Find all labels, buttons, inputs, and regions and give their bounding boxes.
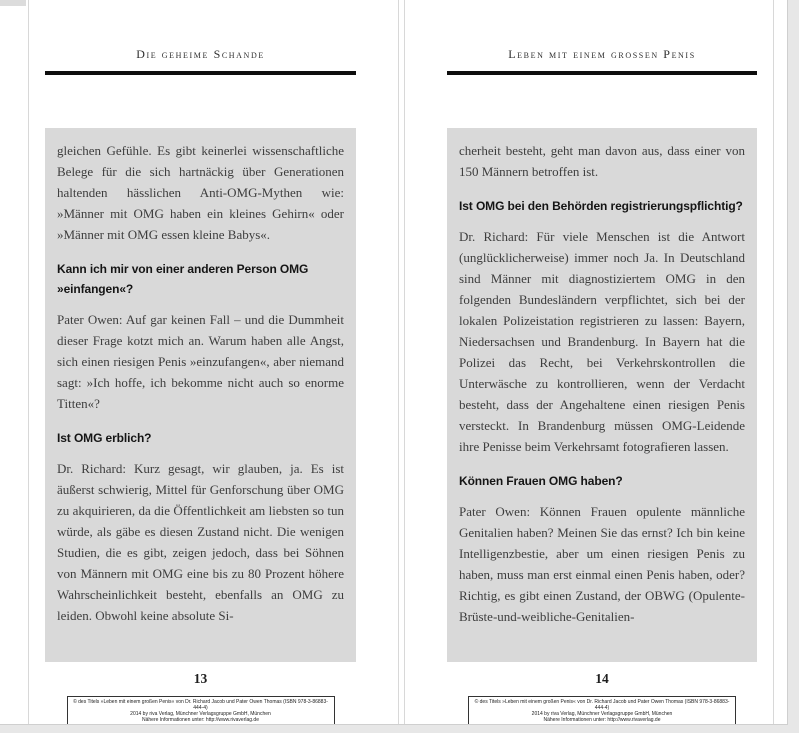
question-heading: Können Frauen OMG haben? xyxy=(459,474,623,488)
window-right-gutter xyxy=(787,0,799,733)
question-heading: Ist OMG bei den Behörden registrierungspflichtig? xyxy=(459,199,743,213)
page-number: 13 xyxy=(193,671,208,686)
book-page-left xyxy=(28,0,399,725)
page-number: 14 xyxy=(595,671,609,686)
paragraph: Pater Owen: Können Frauen opulente männliche Genitalien haben? Meinen Sie das ernst? Ich bin keine Intelligenzbestie, aber um einen riesigen Penis zu haben, muss man erst einmal einen Penis haben, oder? Richtig, es gibt einen Zustand, der OBWG (Opulente-Brüste-und-weibliche-Genitalien- xyxy=(459,504,745,624)
running-header: Leben mit einem grossen Penis xyxy=(508,47,696,61)
copyright-line-url: Nähere Informationen unter: http://www.rivaverlag.de xyxy=(141,717,259,723)
window-bottom-gutter xyxy=(0,724,788,733)
header-rule xyxy=(447,71,757,75)
copyright-line-publisher: 2014 by riva Verlag, Münchner Verlagsgruppe GmbH, München xyxy=(130,711,271,717)
book-page-right xyxy=(404,0,774,725)
window-corner-mark xyxy=(0,0,26,6)
paragraph: Dr. Richard: Kurz gesagt, wir glauben, ja. Es ist äußerst schwierig, Mittel für Genforschung über OMG zu akquirieren, da die Öffentlichkeit am liebsten so tun würde, als gäbe es diesen Zustand nicht. Die wenigen Studien, die es gibt, zeigen jedoch, dass bei Söhnen von Männern mit OMG eine bis zu 80 Prozent höhere Wahrscheinlichkeit besteht, ebenfalls an OMG zu leiden. Obwohl keine absolute Si- xyxy=(57,461,344,623)
page-text-column xyxy=(447,0,757,725)
question-heading: Ist OMG erblich? xyxy=(57,431,152,445)
copyright-line-title: © des Titels »Leben mit einem großen Penis« von Dr. Richard Jacob und Pater Owen Thomas (ISBN 978-3-86883-444-4) xyxy=(474,699,730,711)
paragraph: Dr. Richard: Für viele Menschen ist die Antwort (unglücklicherweise) immer noch Ja. In Deutschland sind Männer mit diagnostiziertem OMG in den folgenden Bundesländern verpflichtet, sich bei der lokalen Polizeistation registrieren zu lassen: Bayern, Niedersachsen und Brandenburg. In Bayern hat die Polizei das Recht, bei Verkehrskontrollen die Unterwäsche zu kontrollieren, wenn der Verdacht besteht, dass der Angehaltene einen riesigen Penis versteckt. In Brandenburg müssen OMG-Leidende ihre Penisse beim Verkehrsamt fotografieren lassen. xyxy=(459,229,745,454)
running-header: Die geheime Schande xyxy=(136,47,265,61)
copyright-box xyxy=(468,696,736,726)
copyright-line-title: © des Titels »Leben mit einem großen Penis« von Dr. Richard Jacob und Pater Owen Thomas (ISBN 978-3-86883-444-4) xyxy=(73,699,328,711)
page-text-column xyxy=(45,0,356,725)
copyright-line-url: Nähere Informationen unter: http://www.rivaverlag.de xyxy=(543,717,661,723)
page-content xyxy=(447,128,757,662)
copyright-box xyxy=(67,696,335,726)
page-content xyxy=(45,128,356,662)
question-heading: Kann ich mir von einer anderen Person OMG »einfangen«? xyxy=(57,262,309,296)
paragraph: Pater Owen: Auf gar keinen Fall – und die Dummheit dieser Frage kotzt mich an. Warum haben alle Angst, sich einen riesigen Penis »einzufangen«, aber niemand sagt: »Ich hoffe, ich bekomme nicht auch so enorme Titten«? xyxy=(57,312,344,411)
header-rule xyxy=(45,71,356,75)
paragraph: gleichen Gefühle. Es gibt keinerlei wissenschaftliche Belege für die sich hartnäckig über Generationen haltenden hässlichen Anti-OMG-Mythen wie: »Männer mit OMG haben ein kleines Gehirn« oder »Männer mit OMG essen kleine Babys«. xyxy=(57,143,344,242)
copyright-line-publisher: 2014 by riva Verlag, Münchner Verlagsgruppe GmbH, München xyxy=(531,711,673,717)
paragraph: cherheit besteht, geht man davon aus, dass einer von 150 Männern betroffen ist. xyxy=(459,143,745,179)
